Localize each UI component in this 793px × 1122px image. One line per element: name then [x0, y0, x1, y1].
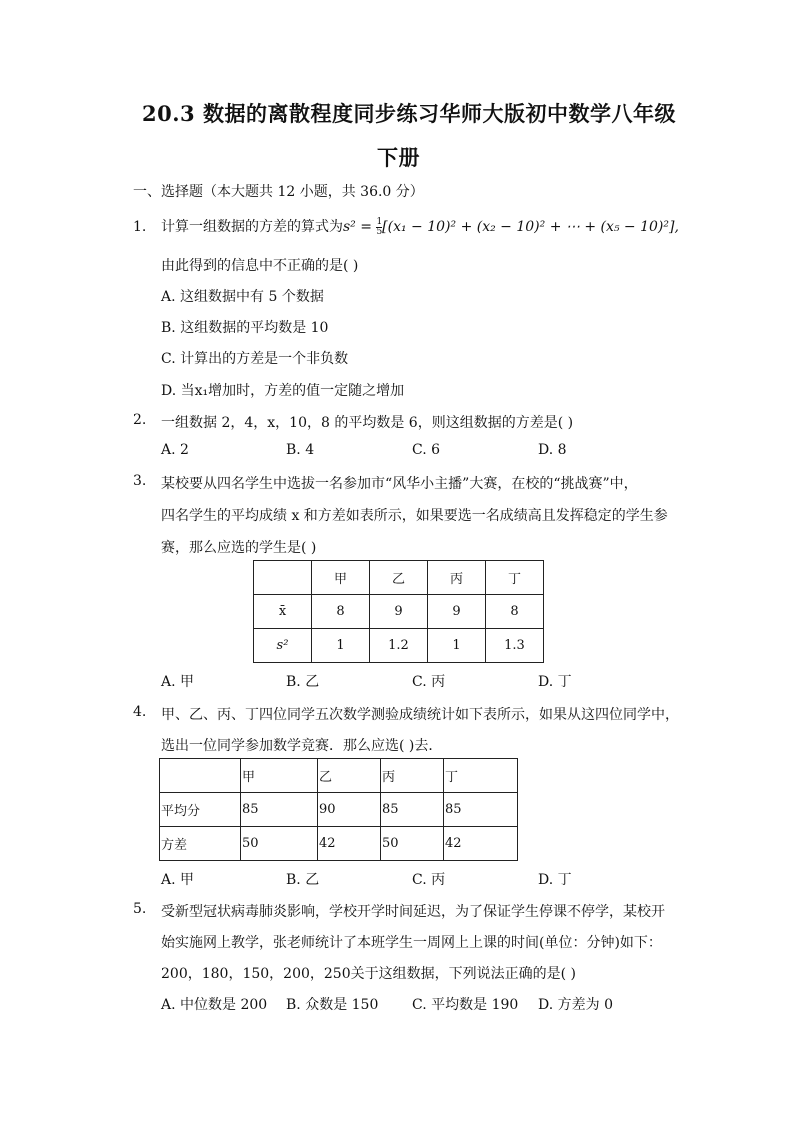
- q3-option-b: B. 乙: [286, 674, 320, 690]
- table-row: [254, 561, 544, 595]
- question-5-stem-line2: 始实施网上教学，张老师统计了本班学生一周网上上课的时间(单位：分钟)如下：: [161, 935, 662, 951]
- question-5-stem-line1: 受新型冠状病毒肺炎影响，学校开学时间延迟，为了保证学生停课不停学，某校开: [161, 904, 665, 920]
- q1-option-c: C. 计算出的方差是一个非负数: [161, 351, 349, 367]
- q2-option-a: A. 2: [161, 442, 189, 458]
- table-cell: 8: [486, 595, 544, 629]
- table-cell: [254, 561, 312, 595]
- q5-option-d: D. 方差为 0: [538, 997, 613, 1013]
- q3-score-table: [253, 560, 544, 663]
- question-1-stem-line2: 由此得到的信息中不正确的是( ): [161, 258, 359, 274]
- formula-lhs: s² =: [343, 219, 377, 235]
- table-cell: 85: [241, 793, 318, 827]
- table-cell: 丙: [428, 561, 486, 595]
- q3-option-a: A. 甲: [161, 674, 195, 690]
- question-3-stem-line3: 赛，那么应选的学生是( ): [161, 540, 317, 556]
- table-cell: 甲: [312, 561, 370, 595]
- table-cell: 1.3: [486, 629, 544, 663]
- formula-rhs: [(x₁ − 10)² + (x₂ − 10)² + ⋯ + (x₅ − 10)²],: [382, 219, 679, 235]
- fraction-denominator: 5: [376, 226, 383, 237]
- page-title-line1: 20.3 数据的离散程度同步练习华师大版初中数学八年级: [142, 101, 676, 126]
- table-cell: 90: [318, 793, 381, 827]
- question-number: 4.: [133, 704, 147, 720]
- q5-option-c: C. 平均数是 190: [412, 997, 519, 1013]
- table-cell: 1: [428, 629, 486, 663]
- table-row: [160, 759, 518, 793]
- question-number: 1.: [133, 219, 147, 235]
- q4-option-a: A. 甲: [161, 872, 195, 888]
- q2-option-b: B. 4: [286, 442, 315, 458]
- table-row: [160, 793, 518, 827]
- q5-option-a: A. 中位数是 200: [161, 997, 268, 1013]
- question-4-stem-line1: 甲、乙、丙、丁四位同学五次数学测验成绩统计如下表所示，如果从这四位同学中，: [161, 707, 679, 723]
- question-3-stem-line2: 四名学生的平均成绩 x 和方差如表所示，如果要选一名成绩高且发挥稳定的学生参: [161, 508, 668, 524]
- q3-option-d: D. 丁: [538, 674, 572, 690]
- q2-option-c: C. 6: [412, 442, 441, 458]
- question-1-stem-text: 计算一组数据的方差的算式为: [161, 219, 343, 235]
- q1-option-d: D. 当x₁增加时，方差的值一定随之增加: [161, 383, 405, 399]
- table-cell: 9: [370, 595, 428, 629]
- table-cell: 8: [312, 595, 370, 629]
- table-cell: 85: [444, 793, 518, 827]
- table-cell: 85: [381, 793, 444, 827]
- question-2-stem: 一组数据 2，4，x，10，8 的平均数是 6，则这组数据的方差是( ): [161, 415, 574, 431]
- q1-option-b: B. 这组数据的平均数是 10: [161, 320, 329, 336]
- q5-option-b: B. 众数是 150: [286, 997, 379, 1013]
- table-cell: 甲: [241, 759, 318, 793]
- q3-option-c: C. 丙: [412, 674, 446, 690]
- table-cell: x̄: [254, 595, 312, 629]
- question-number: 3.: [133, 473, 147, 489]
- table-row: [254, 595, 544, 629]
- table-cell: 42: [444, 827, 518, 861]
- table-row: [160, 827, 518, 861]
- table-cell: 乙: [370, 561, 428, 595]
- section-heading: 一、选择题（本大题共 12 小题，共 36.0 分）: [133, 184, 424, 200]
- table-cell: 丁: [486, 561, 544, 595]
- q4-score-table: [159, 758, 518, 861]
- table-row: [254, 629, 544, 663]
- table-cell: 50: [241, 827, 318, 861]
- table-cell: 42: [318, 827, 381, 861]
- table-cell: s²: [254, 629, 312, 663]
- table-cell: 50: [381, 827, 444, 861]
- table-cell: 平均分: [160, 793, 241, 827]
- table-cell: 丁: [444, 759, 518, 793]
- question-4-stem-line2: 选出一位同学参加数学竞赛．那么应选( )去．: [161, 738, 443, 754]
- fraction-numerator: 1: [376, 216, 383, 227]
- q4-option-d: D. 丁: [538, 872, 572, 888]
- table-cell: [160, 759, 241, 793]
- q1-option-a: A. 这组数据中有 5 个数据: [161, 289, 324, 305]
- q4-option-c: C. 丙: [412, 872, 446, 888]
- table-cell: 丙: [381, 759, 444, 793]
- q4-option-b: B. 乙: [286, 872, 320, 888]
- table-cell: 乙: [318, 759, 381, 793]
- table-cell: 1: [312, 629, 370, 663]
- question-5-stem-line3: 200，180，150，200，250关于这组数据，下列说法正确的是( ): [161, 966, 576, 982]
- question-1-stem-line1: [161, 216, 679, 237]
- question-number: 2.: [133, 412, 147, 428]
- table-cell: 9: [428, 595, 486, 629]
- table-cell: 1.2: [370, 629, 428, 663]
- page-title-line2: 下册: [377, 145, 420, 170]
- q2-option-d: D. 8: [538, 442, 567, 458]
- table-cell: 方差: [160, 827, 241, 861]
- question-3-stem-line1: 某校要从四名学生中选拔一名参加市“风华小主播”大赛，在校的“挑战赛”中，: [161, 476, 638, 492]
- question-number: 5.: [133, 901, 147, 917]
